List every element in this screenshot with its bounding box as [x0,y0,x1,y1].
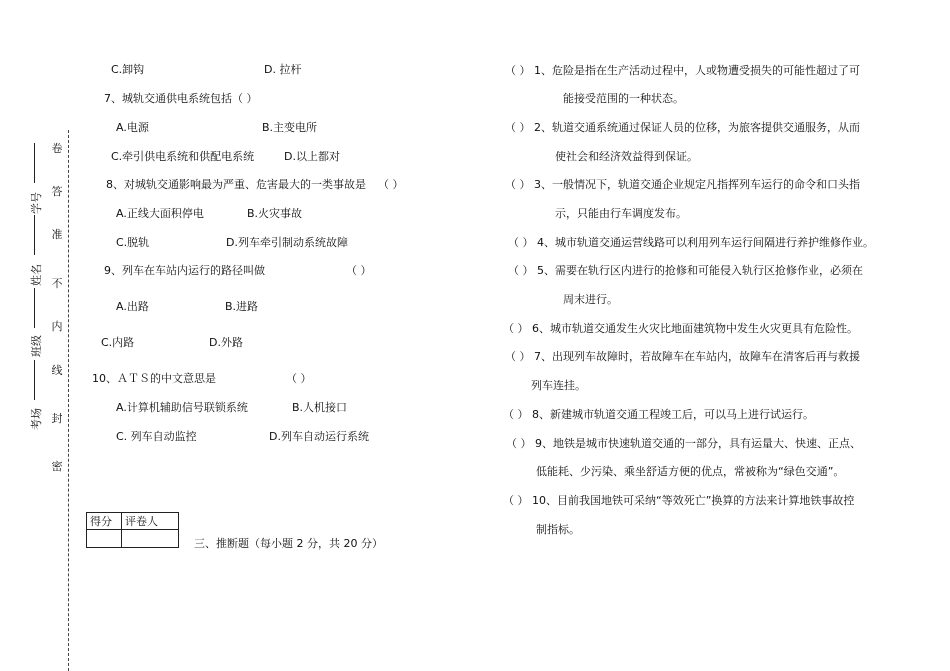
q9-option-a: A.出路 [116,300,149,313]
q8-option-c: C.脱轨 [116,236,150,249]
student-id-label: 学号 [30,192,43,214]
j2-line1: 2、轨道交通系统通过保证人员的位移，为旅客提供交通服务，从而 [534,121,860,134]
q8-option-b: B.火灾事故 [247,207,303,220]
j5-line1: 5、需要在轨行区内进行的抢修和可能侵入轨行区抢修作业，必须在 [537,264,863,277]
q7-option-d: D.以上都对 [284,150,340,163]
grader-cell [122,530,179,548]
q6-option-d: D. 拉杆 [264,63,302,76]
q8-answer-paren: （ ） [378,178,404,191]
seal-char: 封 [51,412,63,425]
q7-option-b: B.主变电所 [262,121,318,134]
j5-line2: 周末进行。 [563,293,618,306]
j4-paren: （ ） [508,236,534,249]
j7-line1: 7、出现列车故障时，若故障车在车站内，故障车在清客后再与救援 [534,350,860,363]
q9-option-d: D.外路 [209,336,243,349]
name-label: 姓名 [30,264,43,286]
name-underline [34,215,35,255]
q7-option-c: C.牵引供电系统和供配电系统 [111,150,255,163]
j1-line2: 能接受范围的一种状态。 [563,92,684,105]
q8-stem: 8、对城轨交通影响最为严重、危害最大的一类事故是 [106,178,366,191]
seal-char: 线 [51,364,63,377]
q10-option-a: A.计算机辅助信号联锁系统 [116,401,248,414]
q9-stem: 9、列车在车站内运行的路径叫做 [104,264,265,277]
seal-char: 不 [51,277,63,290]
binding-dashed-line [68,130,69,671]
q10-answer-paren: （ ） [286,372,312,385]
j3-line2: 示，只能由行车调度发布。 [555,207,687,220]
class-label: 班级 [30,335,43,357]
seal-char: 卷 [51,142,63,155]
j3-paren: （ ） [505,178,531,191]
j3-line1: 3、一般情况下，轨道交通企业规定凡指挥列车运行的命令和口头指 [534,178,860,191]
class-underline [34,288,35,328]
j1-line1: 1、危险是指在生产活动过程中，人或物遭受损失的可能性超过了可 [534,64,860,77]
j9-line1: 9、地铁是城市快速轨道交通的一部分，具有运量大、快速、正点、 [535,437,861,450]
exam-room-label: 考场 [30,408,43,430]
j8-line1: 8、新建城市轨道交通工程竣工后，可以马上进行试运行。 [532,408,814,421]
q10-option-d: D.列车自动运行系统 [269,430,369,443]
score-cell [87,530,122,548]
q10-option-c: C. 列车自动监控 [116,430,197,443]
seal-char: 准 [51,228,63,241]
j10-line1: 10、目前我国地铁可采纳“等效死亡”换算的方法来计算地铁事故控 [532,494,855,507]
q6-option-c: C.卸钩 [111,63,145,76]
q10-option-b: B.人机接口 [292,401,348,414]
student-id-underline [34,143,35,183]
j7-line2: 列车连挂。 [531,379,586,392]
j6-line1: 6、城市轨道交通发生火灾比地面建筑物中发生火灾更具有危险性。 [532,322,858,335]
seal-char: 密 [51,460,63,473]
j7-paren: （ ） [505,350,531,363]
section-3-title: 三、推断题（每小题 2 分，共 20 分） [194,537,383,550]
j8-paren: （ ） [503,408,529,421]
exam-room-underline [34,360,35,400]
grader-header: 评卷人 [122,513,179,530]
q8-option-a: A.正线大面积停电 [116,207,204,220]
q10-stem: 10、ＡＴＳ的中文意思是 [92,372,216,385]
q9-option-b: B.进路 [225,300,259,313]
q7-option-a: A.电源 [116,121,149,134]
j2-line2: 使社会和经济效益得到保证。 [555,150,698,163]
j6-paren: （ ） [503,322,529,335]
seal-char: 内 [51,320,63,333]
q9-answer-paren: （ ） [346,264,372,277]
score-header: 得分 [87,513,122,530]
j9-paren: （ ） [506,437,532,450]
j4-line1: 4、城市轨道交通运营线路可以利用列车运行间隔进行养护维修作业。 [537,236,874,249]
q9-option-c: C.内路 [101,336,135,349]
j10-line2: 制指标。 [536,523,580,536]
seal-char: 答 [51,185,63,198]
score-table [86,512,179,548]
j9-line2: 低能耗、少污染、乘坐舒适方便的优点，常被称为“绿色交通”。 [536,465,845,478]
q8-option-d: D.列车牵引制动系统故障 [226,236,348,249]
j10-paren: （ ） [503,494,529,507]
j2-paren: （ ） [505,121,531,134]
j1-paren: （ ） [505,64,531,77]
q7-stem: 7、城轨交通供电系统包括（ ） [104,92,258,105]
j5-paren: （ ） [508,264,534,277]
